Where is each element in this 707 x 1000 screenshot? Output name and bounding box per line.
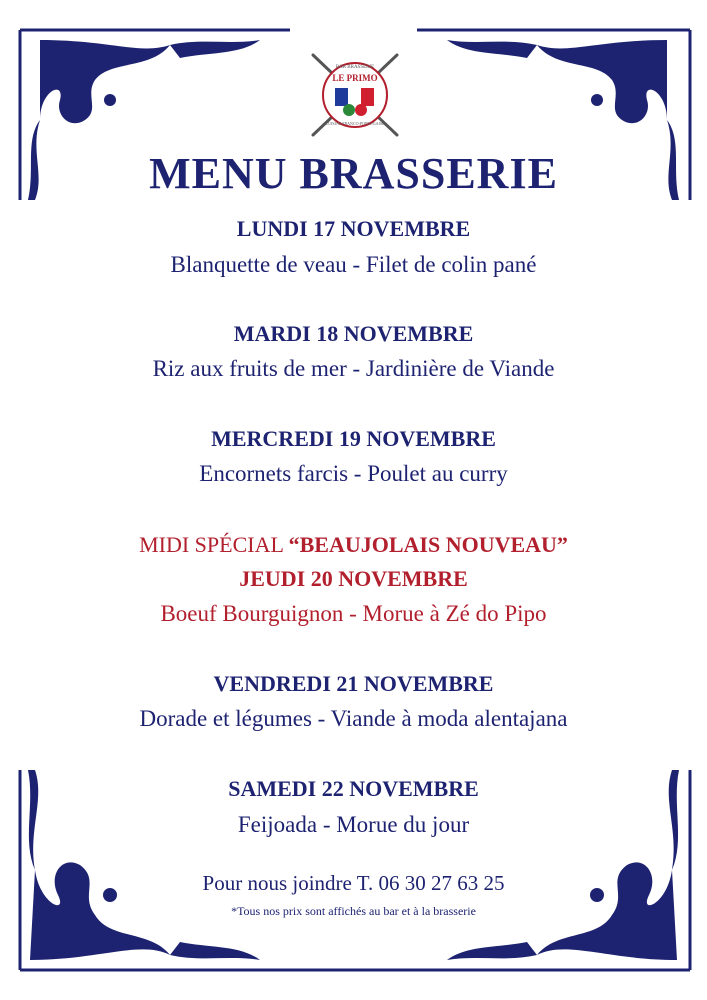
dishes-monday: Blanquette de veau - Filet de colin pané bbox=[170, 252, 537, 277]
special-prefix: MIDI SPÉCIAL bbox=[139, 532, 289, 557]
special-banner bbox=[0, 532, 707, 558]
special-highlight: “BEAUJOLAIS NOUVEAU” bbox=[288, 532, 568, 557]
day-saturday: SAMEDI 22 NOVEMBRE bbox=[228, 776, 479, 801]
day-tuesday: MARDI 18 NOVEMBRE bbox=[233, 321, 474, 346]
day-monday: LUNDI 17 NOVEMBRE bbox=[236, 216, 471, 241]
day-thursday: JEUDI 20 NOVEMBRE bbox=[239, 566, 468, 591]
day-wednesday: MERCREDI 19 NOVEMBRE bbox=[211, 426, 496, 451]
dishes-wednesday: Encornets farcis - Poulet au curry bbox=[199, 461, 508, 486]
dishes-tuesday: Riz aux fruits de mer - Jardinière de Viande bbox=[152, 356, 555, 381]
logo-name: LE PRIMO bbox=[332, 73, 378, 83]
dishes-thursday: Boeuf Bourguignon - Morue à Zé do Pipo bbox=[160, 601, 547, 626]
dishes-saturday: Feijoada - Morue du jour bbox=[237, 812, 470, 837]
dishes-friday: Dorade et légumes - Viande à moda alentajana bbox=[139, 706, 568, 731]
contact-line: Pour nous joindre T. 06 30 27 63 25 bbox=[202, 871, 505, 895]
logo-bottom-text: CUISINE FRANCO-PORTUGAISE bbox=[325, 121, 385, 126]
crossed-cutlery-flags-logo bbox=[303, 50, 407, 140]
day-friday: VENDREDI 21 NOVEMBRE bbox=[213, 671, 494, 696]
logo-top-text: BAR BRASSERIE bbox=[335, 65, 375, 70]
menu-title: MENU BRASSERIE bbox=[149, 149, 558, 198]
price-note: *Tous nos prix sont affichés au bar et à la brasserie bbox=[231, 904, 476, 918]
